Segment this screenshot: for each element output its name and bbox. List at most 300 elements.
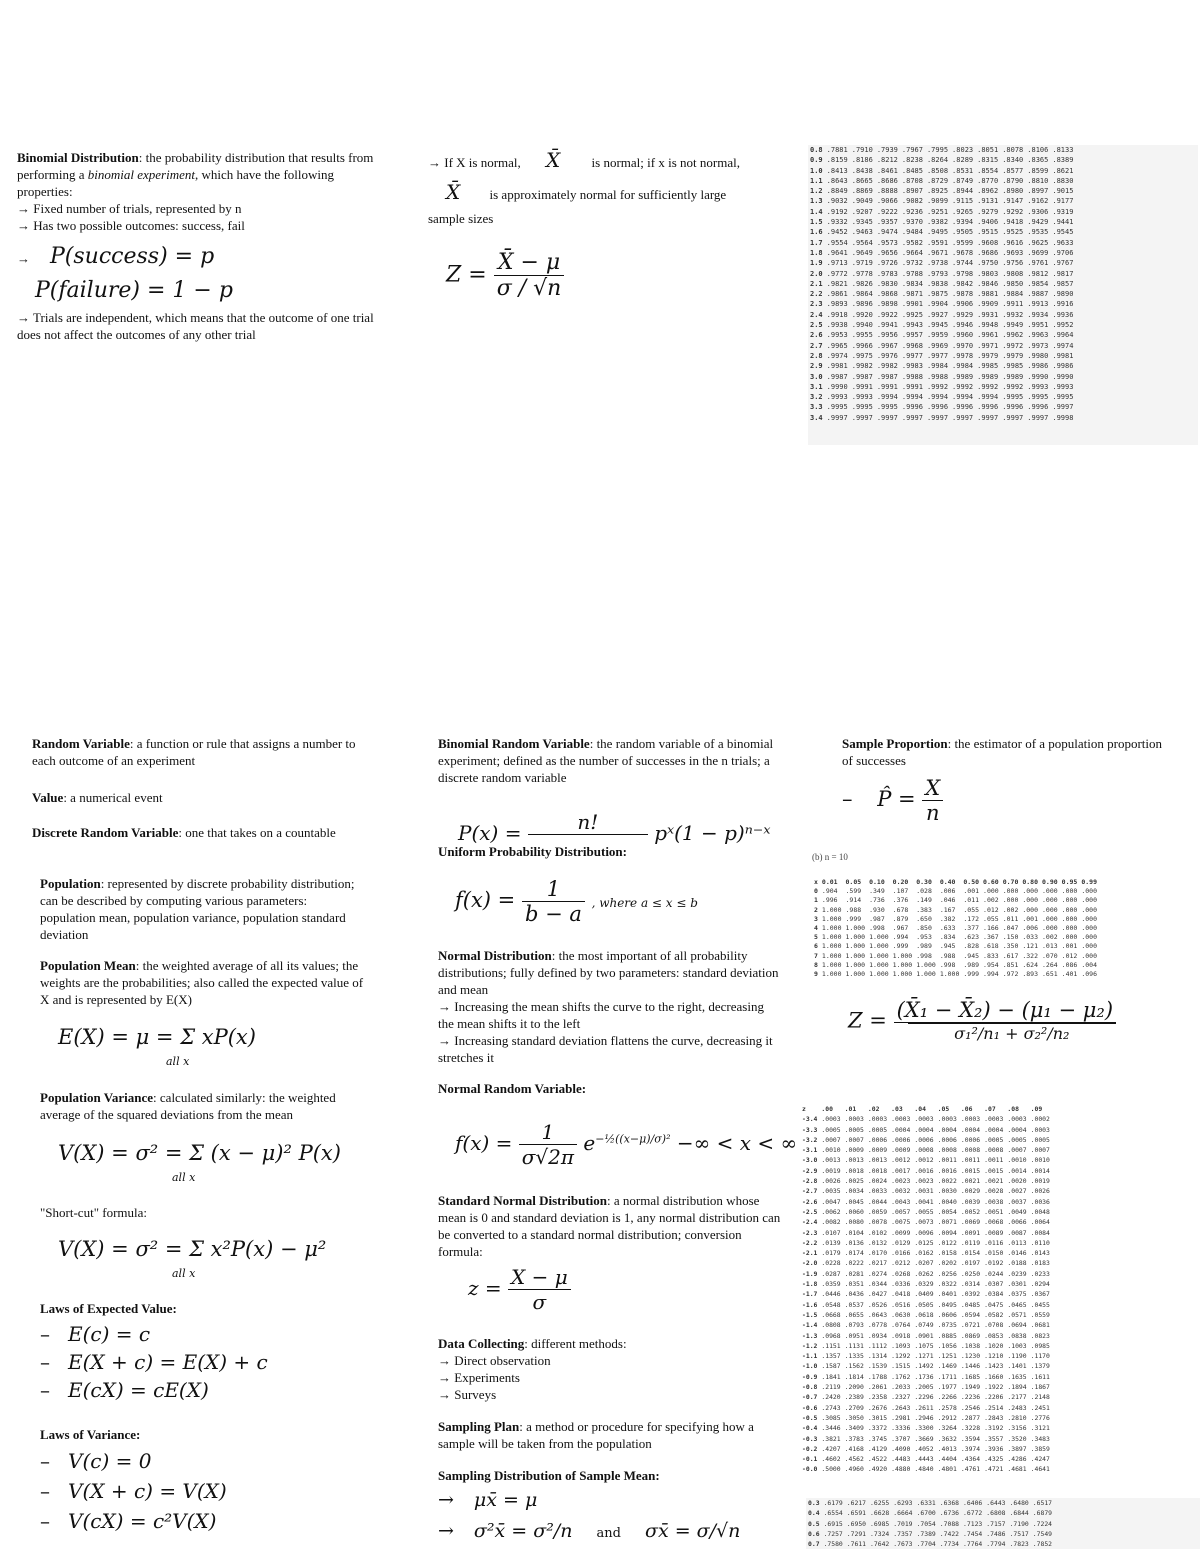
table-cell: 1.000 xyxy=(821,960,842,969)
table-cell: 1.0 xyxy=(810,166,823,175)
table-header-cell: 0.60 xyxy=(983,878,999,886)
table-cell: .0162 xyxy=(914,1249,934,1258)
table-cell: .8389 xyxy=(1052,156,1074,165)
z-top-row xyxy=(808,217,1075,227)
table-cell: .9015 xyxy=(1052,187,1074,196)
table-cell: .9515 xyxy=(977,228,999,237)
table-cell: .6217 xyxy=(846,1499,867,1507)
table-cell: .0006 xyxy=(960,1135,981,1144)
sampling-plan-text: : a method or procedure for specifying how a sample will be taken from the population xyxy=(438,1419,754,1451)
table-cell: .4522 xyxy=(867,1455,888,1464)
table-cell: .7517 xyxy=(1009,1529,1029,1538)
z-neg-row xyxy=(800,1279,1052,1289)
table-cell: -2.6 xyxy=(802,1197,818,1206)
table-cell: .9192 xyxy=(826,207,848,216)
table-cell: .2810 xyxy=(1007,1413,1027,1422)
table-cell: .000 xyxy=(1081,905,1097,914)
table-header-cell: .05 xyxy=(937,1105,950,1113)
table-cell: .9990 xyxy=(1052,372,1074,381)
table-cell: .0125 xyxy=(914,1238,934,1247)
table-cell: .0017 xyxy=(891,1166,911,1175)
table-cell: .000 xyxy=(1061,896,1078,905)
table-cell: .9878 xyxy=(952,290,974,299)
table-cell: .1335 xyxy=(844,1352,864,1361)
z-top-row xyxy=(808,196,1075,206)
table-cell: .9991 xyxy=(851,382,873,391)
table-cell: .000 xyxy=(1061,924,1078,933)
table-cell: .9992 xyxy=(977,382,999,391)
table-cell: .0052 xyxy=(960,1207,981,1216)
table-cell: .0064 xyxy=(1030,1218,1050,1227)
table-cell: .8830 xyxy=(1052,176,1074,185)
table-cell: .9997 xyxy=(952,413,974,422)
z-neg-row xyxy=(800,1135,1052,1145)
table-cell: .9951 xyxy=(1027,321,1049,330)
normal-distribution-term: Normal Distribution xyxy=(438,948,552,963)
laws-expected-title: Laws of Expected Value: xyxy=(40,1301,177,1316)
z-table-top-grid xyxy=(808,145,1075,423)
table-cell: 1.000 xyxy=(821,951,842,960)
table-cell: .2981 xyxy=(891,1413,911,1422)
table-cell: .0051 xyxy=(984,1207,1004,1216)
binomial-distribution-def-a: : the probability distribution that results from performing a xyxy=(17,150,374,182)
binomial-table xyxy=(812,878,1200,979)
table-cell: .6664 xyxy=(893,1509,913,1518)
table-cell: .0516 xyxy=(891,1300,911,1309)
table-cell: .1357 xyxy=(821,1352,841,1361)
table-cell: .8770 xyxy=(977,176,999,185)
table-cell: .8531 xyxy=(952,166,974,175)
table-cell: .8980 xyxy=(1002,187,1024,196)
table-cell: .0681 xyxy=(1030,1321,1050,1330)
table-cell: 1.000 xyxy=(869,933,889,942)
table-cell: .1736 xyxy=(914,1372,934,1381)
table-cell: .2483 xyxy=(1007,1403,1027,1412)
table-cell: .0465 xyxy=(1007,1300,1027,1309)
table-cell: .0026 xyxy=(821,1177,841,1186)
table-cell: .989 xyxy=(963,960,980,969)
table-cell: .651 xyxy=(1042,970,1058,979)
table-cell: -0.8 xyxy=(802,1383,818,1392)
table-cell: .3974 xyxy=(960,1444,981,1453)
table-cell: 1.000 xyxy=(869,942,889,951)
uniform-pdf-formula xyxy=(455,877,698,926)
z-neg-row xyxy=(800,1125,1052,1135)
table-cell: .000 xyxy=(1081,914,1097,923)
table-cell: .0027 xyxy=(1007,1187,1027,1196)
table-cell: .0934 xyxy=(867,1331,888,1340)
table-cell: .9981 xyxy=(826,362,848,371)
table-cell: .9946 xyxy=(952,321,974,330)
table-cell: -2.7 xyxy=(802,1187,818,1196)
table-cell: .9394 xyxy=(952,218,974,227)
table-cell: .0359 xyxy=(821,1280,841,1289)
table-cell: .7704 xyxy=(916,1540,936,1549)
table-cell: .9992 xyxy=(926,382,949,391)
table-cell: .0049 xyxy=(1007,1207,1027,1216)
table-cell: .8577 xyxy=(1002,166,1024,175)
table-cell: .0038 xyxy=(984,1197,1004,1206)
table-cell: .7967 xyxy=(901,146,923,154)
table-cell: .3264 xyxy=(937,1424,957,1433)
table-cell: .9292 xyxy=(1002,207,1024,216)
z-conversion-num: X − μ xyxy=(508,1265,571,1290)
population-def xyxy=(40,875,360,943)
table-cell: .7357 xyxy=(893,1529,913,1538)
population-mean-text: : the weighted average of all its values; the weights are the probabilities; also called the expected value of X and is represented by E(X) xyxy=(40,958,364,1007)
table-cell: .834 xyxy=(939,933,956,942)
table-cell: .4207 xyxy=(821,1444,841,1453)
table-cell: .350 xyxy=(1002,942,1019,951)
table-cell: .7454 xyxy=(963,1529,983,1538)
table-cell: .7939 xyxy=(876,146,898,154)
data-method-1: → Direct observation xyxy=(438,1353,551,1368)
table-cell: .0778 xyxy=(867,1321,888,1330)
table-cell: .998 xyxy=(869,924,885,933)
table-cell: 9 xyxy=(814,970,818,979)
law-expected-3: E(cX) = cE(X) xyxy=(68,1378,209,1402)
binomial-distribution-section xyxy=(17,149,382,234)
table-cell: .0002 xyxy=(1030,1115,1050,1124)
table-cell: .0007 xyxy=(844,1135,864,1144)
table-cell: .623 xyxy=(963,933,980,942)
table-cell: .0708 xyxy=(984,1321,1004,1330)
table-cell: .8133 xyxy=(1052,146,1074,154)
law-variance-1: V(c) = 0 xyxy=(68,1449,152,1473)
uniform-num: 1 xyxy=(522,877,585,902)
table-cell: .5000 xyxy=(821,1465,841,1474)
z-neg-row xyxy=(800,1331,1052,1341)
table-cell: .945 xyxy=(939,942,956,951)
table-cell: 1.000 xyxy=(845,970,866,979)
table-cell: .954 xyxy=(983,960,999,969)
table-cell: 0.8 xyxy=(810,146,823,154)
table-cell: .9505 xyxy=(952,228,974,237)
table-cell: .967 xyxy=(892,924,909,933)
table-cell: .4920 xyxy=(867,1465,888,1474)
table-cell: .004 xyxy=(1081,960,1097,969)
table-cell: .0037 xyxy=(1007,1197,1027,1206)
table-header-cell: 0.30 xyxy=(916,878,932,886)
table-cell: .0853 xyxy=(984,1331,1004,1340)
table-cell: 1.000 xyxy=(845,951,866,960)
table-cell: .0495 xyxy=(937,1300,957,1309)
all-x-subscript-2: all x xyxy=(172,1171,196,1184)
table-cell: .0968 xyxy=(821,1331,841,1340)
table-cell: .9994 xyxy=(876,393,898,402)
xbar-symbol: X̄ xyxy=(546,148,561,172)
table-cell: .9906 xyxy=(952,300,974,309)
population-variance-text: : calculated similarly: the weighted average of the squared deviations from the mean xyxy=(40,1090,336,1122)
table-cell: .6179 xyxy=(823,1499,843,1507)
table-cell: .9901 xyxy=(901,300,923,309)
table-cell: 1.000 xyxy=(821,924,842,933)
table-cell: .9993 xyxy=(1052,382,1074,391)
table-cell: .6517 xyxy=(1032,1499,1053,1507)
table-cell: .6255 xyxy=(870,1499,890,1507)
table-cell: .0158 xyxy=(937,1249,957,1258)
table-cell: .0060 xyxy=(844,1207,864,1216)
table-cell: .000 xyxy=(1081,933,1097,942)
data-collecting-text: : different methods: xyxy=(524,1336,627,1351)
table-cell: .0003 xyxy=(937,1115,957,1124)
table-cell: .9846 xyxy=(977,279,999,288)
table-cell: .0087 xyxy=(1007,1228,1027,1237)
table-cell: 0.3 xyxy=(808,1499,820,1507)
z-top-row xyxy=(808,413,1075,423)
table-cell: .377 xyxy=(963,924,980,933)
table-cell: .0618 xyxy=(914,1310,934,1319)
table-cell: .7580 xyxy=(823,1540,843,1549)
table-cell: .9977 xyxy=(926,351,949,360)
table-cell: .6591 xyxy=(846,1509,867,1518)
table-cell: .9332 xyxy=(826,218,848,227)
binomial-row xyxy=(812,942,1099,951)
table-cell: .7549 xyxy=(1032,1529,1053,1538)
table-cell: .3336 xyxy=(891,1424,911,1433)
z-top-row xyxy=(808,186,1075,196)
table-cell: .9993 xyxy=(1027,382,1049,391)
table-cell: .2676 xyxy=(867,1403,888,1412)
binomial-row xyxy=(812,896,1099,905)
all-x-subscript-1: all x xyxy=(166,1055,190,1068)
table-cell: .0006 xyxy=(914,1135,934,1144)
binomial-prop-1: → Fixed number of trials, represented by n xyxy=(17,201,242,216)
clt-line-2 xyxy=(446,180,776,204)
z-neg-row xyxy=(800,1289,1052,1299)
table-cell: .0129 xyxy=(891,1238,911,1247)
table-cell: .7995 xyxy=(926,146,949,154)
table-cell: .0018 xyxy=(844,1166,864,1175)
table-cell: .7852 xyxy=(1032,1540,1053,1549)
table-cell: .9997 xyxy=(1027,413,1049,422)
table-cell: .0005 xyxy=(984,1135,1004,1144)
table-cell: .006 xyxy=(1022,924,1039,933)
table-cell: .9987 xyxy=(851,372,873,381)
table-cell: 1.9 xyxy=(810,259,823,268)
table-cell: .1469 xyxy=(937,1362,957,1371)
z-neg-row xyxy=(800,1166,1052,1176)
table-cell: .945 xyxy=(963,951,980,960)
table-cell: 3.2 xyxy=(810,393,823,402)
sample-proportion-def xyxy=(842,735,1172,769)
table-cell: .6950 xyxy=(846,1519,867,1528)
table-cell: .9463 xyxy=(851,228,873,237)
table-cell: .4761 xyxy=(960,1465,981,1474)
table-cell: .0089 xyxy=(984,1228,1004,1237)
z-top-row xyxy=(808,289,1075,299)
table-cell: .0032 xyxy=(891,1187,911,1196)
table-cell: .1711 xyxy=(937,1372,957,1381)
normal-pdf-exponent: −½((x−μ)/σ)² xyxy=(595,1132,671,1146)
table-cell: .0044 xyxy=(867,1197,888,1206)
table-cell: .6985 xyxy=(870,1519,890,1528)
table-cell: .0019 xyxy=(821,1166,841,1175)
table-cell: .0099 xyxy=(891,1228,911,1237)
table-cell: .0336 xyxy=(891,1280,911,1289)
table-cell: .8790 xyxy=(1002,176,1024,185)
table-cell: 0.7 xyxy=(808,1540,820,1549)
z-neg-row xyxy=(800,1413,1052,1423)
table-cell: .9994 xyxy=(901,393,923,402)
z-neg-row xyxy=(800,1310,1052,1320)
table-cell: .8413 xyxy=(826,166,848,175)
table-cell: .0351 xyxy=(844,1280,864,1289)
table-cell: .3192 xyxy=(984,1424,1004,1433)
table-cell: .6915 xyxy=(823,1519,843,1528)
table-cell: .1230 xyxy=(960,1352,981,1361)
table-cell: .0110 xyxy=(1030,1238,1050,1247)
table-header-cell: .01 xyxy=(844,1105,857,1113)
table-cell: .8051 xyxy=(977,146,999,154)
table-cell: .3594 xyxy=(960,1434,981,1443)
z-neg-row xyxy=(800,1372,1052,1382)
table-cell: .9664 xyxy=(901,248,923,257)
table-cell: .2327 xyxy=(891,1393,911,1402)
table-cell: .9960 xyxy=(952,331,974,340)
table-cell: .2643 xyxy=(891,1403,911,1412)
table-cell: .0174 xyxy=(844,1249,864,1258)
table-cell: .0256 xyxy=(937,1269,957,1278)
table-cell: .7257 xyxy=(823,1529,843,1538)
table-cell: .7764 xyxy=(963,1540,983,1549)
table-cell: .006 xyxy=(939,887,956,896)
table-cell: .1151 xyxy=(821,1341,841,1350)
table-cell: .1867 xyxy=(1030,1383,1050,1392)
table-cell: .9573 xyxy=(876,238,898,247)
binomial-experiment-em: binomial experiment xyxy=(87,167,195,182)
value-term: Value xyxy=(32,790,64,805)
table-cell: .8925 xyxy=(926,187,949,196)
table-cell: .9871 xyxy=(901,290,923,299)
table-cell: .0668 xyxy=(821,1310,841,1319)
table-cell: .1788 xyxy=(867,1372,888,1381)
table-cell: .6772 xyxy=(963,1509,983,1518)
table-cell: .9772 xyxy=(826,269,848,278)
table-cell: 0.5 xyxy=(808,1519,820,1528)
random-variable-text: : a function or rule that assigns a number to each outcome of an experiment xyxy=(32,736,356,768)
table-cell: .6554 xyxy=(823,1509,843,1518)
table-cell: .9948 xyxy=(977,321,999,330)
table-cell: .7823 xyxy=(1009,1540,1029,1549)
table-cell: .9929 xyxy=(952,310,974,319)
law-variance-2: V(X + c) = V(X) xyxy=(68,1479,227,1503)
table-cell: .633 xyxy=(939,924,956,933)
z-top-row xyxy=(808,372,1075,382)
table-cell: .9082 xyxy=(901,197,923,206)
table-cell: .9967 xyxy=(876,341,898,350)
table-cell: .011 xyxy=(963,896,980,905)
table-cell: .0212 xyxy=(891,1259,911,1268)
table-cell: .2236 xyxy=(960,1393,981,1402)
table-cell: .9177 xyxy=(1052,197,1074,206)
z-table-bottom xyxy=(806,1498,1200,1549)
table-cell: .0314 xyxy=(960,1280,981,1289)
table-cell: .000 xyxy=(1022,905,1039,914)
table-cell: .9875 xyxy=(926,290,949,299)
table-cell: 1.000 xyxy=(821,905,842,914)
table-cell: .9977 xyxy=(901,351,923,360)
table-cell: .000 xyxy=(1042,924,1058,933)
table-cell: .4562 xyxy=(844,1455,864,1464)
table-cell: .9945 xyxy=(926,321,949,330)
z-neg-row xyxy=(800,1217,1052,1227)
table-cell: 1.000 xyxy=(821,970,842,979)
table-cell: .972 xyxy=(1002,970,1019,979)
table-cell: .1131 xyxy=(844,1341,864,1350)
table-cell: .0239 xyxy=(1007,1269,1027,1278)
expected-value-formula: E(X) = μ = Σ xP(x) xyxy=(58,1025,256,1049)
table-cell: .0003 xyxy=(844,1115,864,1124)
table-cell: .2946 xyxy=(914,1413,934,1422)
z-top-row xyxy=(808,248,1075,258)
table-cell: .012 xyxy=(1061,951,1078,960)
table-cell: .9864 xyxy=(851,290,873,299)
table-cell: .2389 xyxy=(844,1393,864,1402)
table-cell: -0.5 xyxy=(802,1413,818,1422)
sampling-dist-title: Sampling Distribution of Sample Mean: xyxy=(438,1468,660,1483)
table-cell: .2912 xyxy=(937,1413,957,1422)
table-cell: .9778 xyxy=(851,269,873,278)
z-neg-row xyxy=(800,1444,1052,1454)
table-cell: .1660 xyxy=(984,1372,1004,1381)
z-top-row xyxy=(808,238,1075,248)
table-cell: .9545 xyxy=(1052,228,1074,237)
table-cell: .9992 xyxy=(1002,382,1024,391)
table-cell: .0250 xyxy=(960,1269,981,1278)
table-cell: .0080 xyxy=(844,1218,864,1227)
table-header-cell: 0.80 xyxy=(1022,878,1039,886)
table-cell: .9987 xyxy=(876,372,898,381)
table-cell: .4286 xyxy=(1007,1455,1027,1464)
table-cell: -0.3 xyxy=(802,1434,818,1443)
table-cell: .0026 xyxy=(1030,1187,1050,1196)
table-cell: .4090 xyxy=(891,1444,911,1453)
table-cell: .0004 xyxy=(914,1125,934,1134)
table-cell: .9996 xyxy=(1027,403,1049,412)
table-cell: .150 xyxy=(1002,933,1019,942)
table-cell: .9783 xyxy=(876,269,898,278)
table-header-cell: 0.01 xyxy=(821,878,838,886)
table-header-cell: 0.50 xyxy=(963,878,980,886)
normal-pdf-range: −∞ < x < ∞ xyxy=(676,1131,798,1155)
table-cell: .9974 xyxy=(826,351,848,360)
table-cell: .9881 xyxy=(977,290,999,299)
table-cell: .996 xyxy=(821,896,838,905)
table-cell: .9382 xyxy=(926,218,949,227)
table-cell: .9693 xyxy=(1002,248,1024,257)
table-cell: .9996 xyxy=(952,403,974,412)
table-cell: .000 xyxy=(1002,896,1019,905)
table-cell: .9678 xyxy=(952,248,974,257)
z-neg-row xyxy=(800,1228,1052,1238)
table-cell: 3.4 xyxy=(810,413,823,422)
table-cell: .1685 xyxy=(960,1372,981,1381)
table-cell: .3300 xyxy=(914,1424,934,1433)
variance-formula: V(X) = σ² = Σ (x − μ)² P(x) xyxy=(58,1141,341,1165)
table-cell: .9988 xyxy=(901,372,923,381)
table-cell: .0004 xyxy=(984,1125,1004,1134)
table-cell: .9934 xyxy=(1027,310,1049,319)
table-cell: .9066 xyxy=(876,197,898,206)
table-cell: .9726 xyxy=(876,259,898,268)
table-cell: .0013 xyxy=(844,1156,864,1165)
table-cell: .000 xyxy=(1061,905,1078,914)
binomial-pmf-rhs: pˣ(1 − p)ⁿ⁻ˣ xyxy=(654,821,771,845)
z-top-row xyxy=(808,361,1075,371)
table-cell: .3050 xyxy=(844,1413,864,1422)
table-cell: .6736 xyxy=(939,1509,960,1518)
